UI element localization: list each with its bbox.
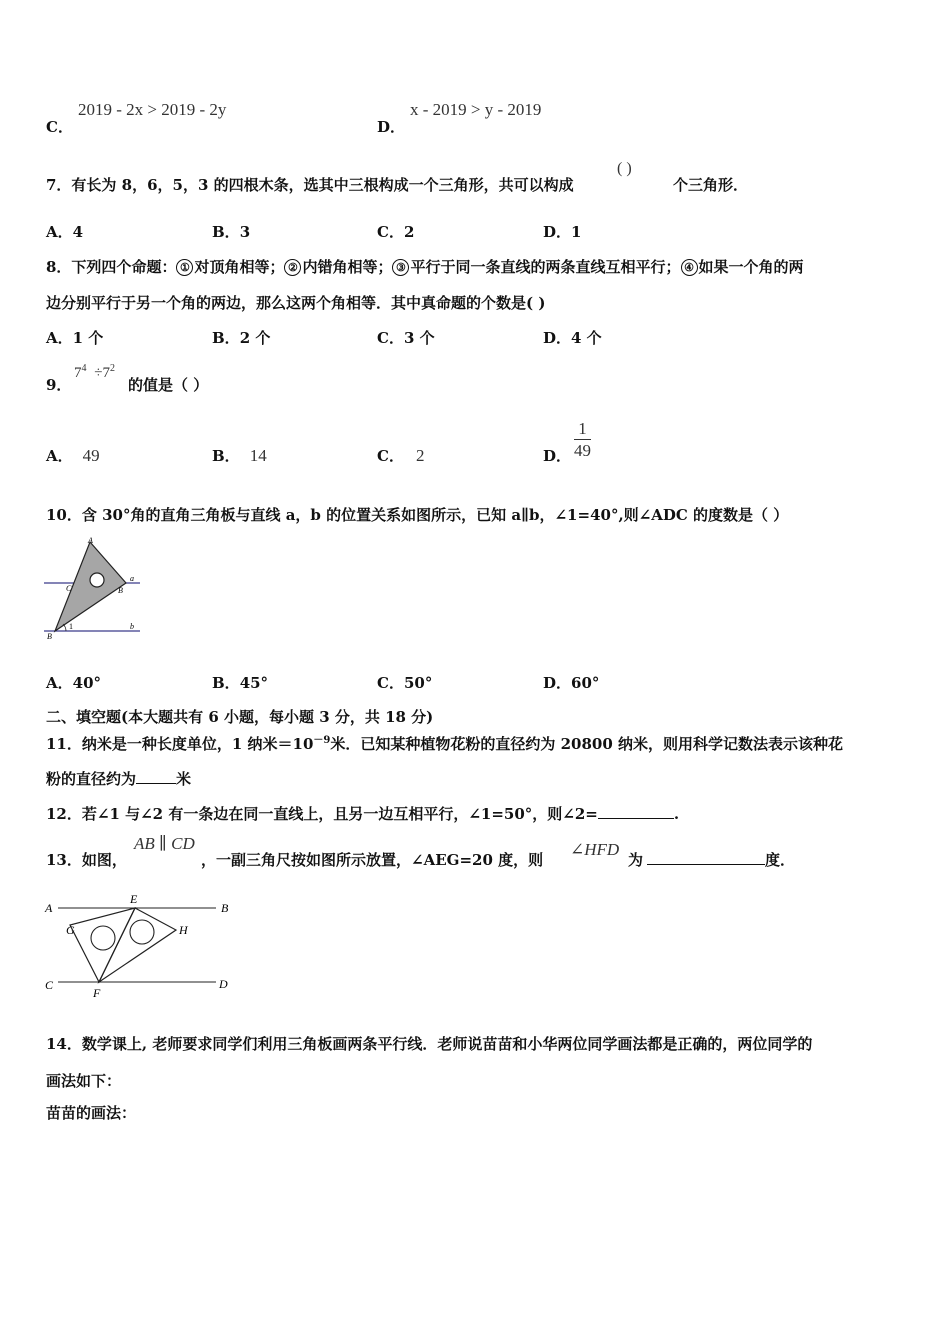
hole-right	[130, 920, 154, 944]
label-B-lower: B	[47, 632, 52, 640]
q8-question-line1: 8．下列四个命题： ① 对顶角相等； ② 内错角相等； ③ 平行于同一条直线的两条直线互相平行； ④ 如果一个角的两	[46, 258, 804, 276]
q9-option-d-label: D．	[543, 447, 572, 465]
label-H: H	[179, 923, 188, 937]
fraction-denominator: 49	[574, 441, 591, 460]
q6-option-c-label: C．	[46, 118, 73, 136]
circled-three: ③	[392, 259, 409, 276]
q11-line1: 11．纳米是一种长度单位，1 纳米$=10^{-9}$米．已知某种植物花粉的直径约为 20800 纳米，则用科学记数法表示该种花	[46, 735, 844, 753]
q11-answer-blank[interactable]	[136, 769, 176, 784]
label-A: A	[45, 901, 53, 915]
label-D: D	[219, 977, 228, 991]
fraction-numerator: 1	[574, 419, 591, 440]
q13-set-square-figure	[44, 890, 236, 1002]
q8-question-line2: 边分别平行于另一个角的两边，那么这两个角相等．其中真命题的个数是( )	[46, 294, 546, 312]
q9-number: 9．	[46, 376, 72, 394]
q11-line2: 粉的直径约为 米	[46, 770, 192, 788]
q10-option-c: C．50°	[377, 674, 433, 692]
q9-option-a: A． 49	[46, 446, 100, 465]
q7-option-a: A．4	[46, 223, 84, 241]
q13-prefix: 13．如图，	[46, 851, 127, 869]
circled-two: ②	[284, 259, 301, 276]
q10-option-a: A．40°	[46, 674, 102, 692]
label-G: G	[66, 923, 75, 937]
q12-answer-blank[interactable]	[598, 804, 674, 819]
label-A: A	[88, 536, 93, 545]
q14-line3: 苗苗的画法：	[46, 1104, 137, 1122]
q12-question: 12．若∠1 与∠2 有一条边在同一直线上，且另一边互相平行，∠1=50°，则∠2= .	[46, 805, 680, 823]
label-C: C	[45, 978, 54, 992]
q13-answer-blank[interactable]	[647, 850, 765, 865]
section-2-heading: 二、填空题(本大题共有 6 小题，每小题 3 分，共 18 分)	[46, 708, 434, 726]
triangle-EGF	[70, 908, 135, 982]
q13-mid-text: ，一副三角尺按如图所示放置，∠AEG=20 度，则	[201, 851, 544, 869]
q7-text-before: 7．有长为 8，6，5，3 的四根木条，选其中三根构成一个三角形，共可以构成	[46, 176, 574, 194]
q8-option-d: D．4 个	[543, 329, 602, 347]
q10-option-d: D．60°	[543, 674, 600, 692]
q13-parallel-expression: AB ∥ CD	[134, 834, 195, 853]
q9-option-c: C． 2	[377, 446, 425, 465]
q9-option-b: B． 14	[212, 446, 267, 465]
label-B-upper: B	[118, 586, 123, 595]
q7-option-b: B．3	[212, 223, 251, 241]
q9-question-text: 的值是（ ）	[128, 376, 209, 394]
q8-option-c: C．3 个	[377, 329, 435, 347]
q7-question-text	[46, 174, 574, 195]
q7-option-c: C．2	[377, 223, 415, 241]
q14-line1: 14．数学课上, 老师要求同学们利用三角板画两条平行线．老师说苗苗和小华两位同学画法都是正确的，两位同学的	[46, 1035, 813, 1053]
triangle-EHF	[99, 908, 176, 982]
circled-four: ④	[681, 259, 698, 276]
q9-option-d-fraction	[574, 419, 591, 462]
q10-option-b: B．45°	[212, 674, 269, 692]
q7-option-d: D．1	[543, 223, 582, 241]
q6-option-c-expression: 2019 - 2x > 2019 - 2y	[78, 100, 227, 119]
q10-question-text: 10．含 30°角的直角三角板与直线 a，b 的位置关系如图所示，已知 a∥b，∠1=40°,则∠ADC 的度数是（ ）	[46, 506, 789, 524]
q7-text-after: 个三角形．	[673, 176, 749, 194]
label-b: b	[130, 622, 134, 631]
q8-option-b: B．2 个	[212, 329, 271, 347]
circled-one: ①	[176, 259, 193, 276]
q13-end-text: 为 度．	[628, 851, 796, 869]
q10-triangle-figure	[44, 536, 144, 640]
q14-line2: 画法如下：	[46, 1072, 122, 1090]
triangle-hole	[90, 573, 104, 587]
q7-answer-paren: ( )	[617, 160, 632, 177]
q8-option-a: A．1 个	[46, 329, 104, 347]
label-B: B	[221, 901, 229, 915]
label-E: E	[130, 892, 138, 906]
label-F: F	[93, 986, 101, 1000]
q6-option-d-expression: x - 2019 > y - 2019	[410, 100, 542, 119]
q6-option-d-label: D．	[377, 118, 406, 136]
q13-angle-expression: ∠HFD	[570, 840, 620, 859]
hole-left	[91, 926, 115, 950]
q9-expression: $7^4 \div 7^2$	[74, 363, 115, 381]
label-C: C	[66, 584, 72, 593]
label-a: a	[130, 574, 134, 583]
label-angle-1: 1	[69, 622, 73, 631]
